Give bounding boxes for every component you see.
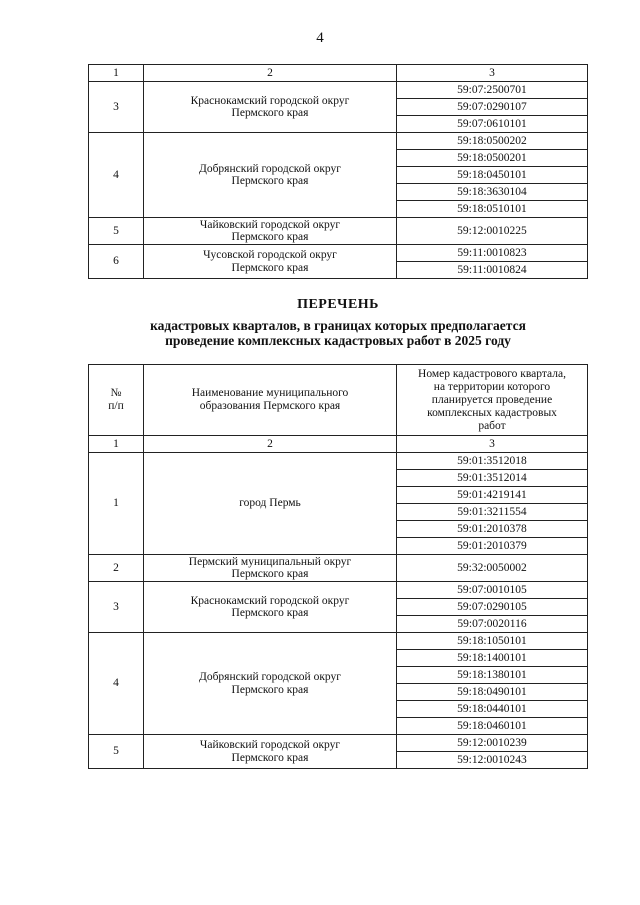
header-code-line: планируется проведение <box>431 393 553 406</box>
table-row <box>89 735 588 752</box>
header-name-line: Наименование муниципального <box>191 387 349 399</box>
subtitle-line-2: проведение комплексных кадастровых работ в 2025 году <box>165 333 511 348</box>
row-number: 4 <box>89 133 144 218</box>
municipality-name-line: Пермского края <box>231 107 309 119</box>
cadastral-number: 59:18:0460101 <box>397 718 588 735</box>
municipality-name-line: Пермского края <box>231 568 309 580</box>
header-code-line: комплексных кадастровых <box>427 406 557 419</box>
cadastral-number: 59:11:0010823 <box>397 245 588 262</box>
header-code-line: работ <box>478 419 506 432</box>
column-number: 1 <box>89 436 144 453</box>
header-code <box>397 365 588 436</box>
column-number: 1 <box>89 65 144 82</box>
cadastral-number: 59:18:1380101 <box>397 667 588 684</box>
column-number: 2 <box>144 436 397 453</box>
municipality-name-line: Пермского края <box>231 751 309 764</box>
row-number: 1 <box>89 453 144 555</box>
row-number: 6 <box>89 245 144 279</box>
cadastral-number: 59:18:1050101 <box>397 633 588 650</box>
municipality-name <box>144 633 397 735</box>
municipality-name <box>144 453 397 555</box>
table-row <box>89 82 588 99</box>
column-number: 3 <box>397 436 588 453</box>
cadastral-number: 59:07:0610101 <box>397 116 588 133</box>
row-number: 5 <box>89 735 144 769</box>
row-number: 3 <box>89 82 144 133</box>
cadastral-number: 59:01:3211554 <box>397 504 588 521</box>
municipality-name-line: Пермского края <box>231 175 309 187</box>
row-number: 3 <box>89 582 144 633</box>
cadastral-number: 59:07:0010105 <box>397 582 588 599</box>
municipality-name-line: Чайковский городской округ <box>199 218 341 231</box>
header-num-line: п/п <box>108 400 124 412</box>
cadastral-number: 59:12:0010225 <box>397 218 588 245</box>
table-row <box>89 582 588 599</box>
municipality-name-line: город Пермь <box>239 497 301 510</box>
page-number: 4 <box>316 30 324 46</box>
document-title: ПЕРЕЧЕНЬ <box>297 297 379 312</box>
municipality-name <box>144 218 397 245</box>
cadastral-number: 59:18:3630104 <box>397 184 588 201</box>
municipality-name-line: Добрянский городской округ <box>198 671 341 683</box>
cadastral-number: 59:18:1400101 <box>397 650 588 667</box>
table-row <box>89 218 588 245</box>
subtitle-line-1: кадастровых кварталов, в границах которых предполагается <box>150 318 526 333</box>
municipality-name <box>144 555 397 582</box>
column-number-row <box>89 436 588 453</box>
cadastral-number: 59:07:0290105 <box>397 599 588 616</box>
document-subtitle <box>88 318 588 348</box>
table2-body <box>89 365 588 769</box>
table-row <box>89 453 588 470</box>
cadastral-number: 59:07:0020116 <box>397 616 588 633</box>
cadastral-number: 59:18:0440101 <box>397 701 588 718</box>
cadastral-number: 59:01:4219141 <box>397 487 588 504</box>
municipality-name <box>144 735 397 769</box>
cadastral-number: 59:32:0050002 <box>397 555 588 582</box>
table-header-row <box>89 365 588 436</box>
municipality-name-line: Чайковский городской округ <box>199 739 341 751</box>
municipality-name-line: Чусовской городской округ <box>203 249 337 261</box>
cadastral-number: 59:18:0510101 <box>397 201 588 218</box>
cadastral-number: 59:01:2010379 <box>397 538 588 555</box>
column-number: 2 <box>144 65 397 82</box>
cadastral-number: 59:18:0500202 <box>397 133 588 150</box>
row-number: 5 <box>89 218 144 245</box>
table-continuation <box>88 64 588 279</box>
cadastral-number: 59:18:0500201 <box>397 150 588 167</box>
municipality-name-line: Пермского края <box>231 261 309 274</box>
cadastral-number: 59:01:2010378 <box>397 521 588 538</box>
header-name-line: образования Пермского края <box>199 400 341 412</box>
header-num <box>89 365 144 436</box>
table1-body <box>89 65 588 279</box>
cadastral-number: 59:18:0450101 <box>397 167 588 184</box>
table-row <box>89 555 588 582</box>
cadastral-number: 59:01:3512018 <box>397 453 588 470</box>
column-number: 3 <box>397 65 588 82</box>
municipality-name-line: Краснокамский городской округ <box>190 594 350 607</box>
header-code-line: Номер кадастрового квартала, <box>418 367 566 380</box>
table-row <box>89 133 588 150</box>
municipality-name <box>144 133 397 218</box>
cadastral-number: 59:07:2500701 <box>397 82 588 99</box>
cadastral-number: 59:18:0490101 <box>397 684 588 701</box>
header-name <box>144 365 397 436</box>
municipality-name <box>144 582 397 633</box>
municipality-name-line: Пермский муниципальный округ <box>188 555 352 568</box>
municipality-name <box>144 245 397 279</box>
column-number-row <box>89 65 588 82</box>
header-code-line: на территории которого <box>433 380 551 393</box>
row-number: 4 <box>89 633 144 735</box>
cadastral-number: 59:12:0010239 <box>397 735 588 752</box>
cadastral-number: 59:11:0010824 <box>397 262 588 279</box>
cadastral-number: 59:01:3512014 <box>397 470 588 487</box>
header-num-line: № <box>110 387 122 399</box>
municipality-name-line: Пермского края <box>231 231 309 243</box>
municipality-name <box>144 82 397 133</box>
municipality-name-line: Пермского края <box>231 607 309 619</box>
table-row <box>89 245 588 262</box>
municipality-name-line: Краснокамский городской округ <box>190 94 350 107</box>
cadastral-number: 59:12:0010243 <box>397 752 588 769</box>
table-row <box>89 633 588 650</box>
table-cadastral-quarters <box>88 364 588 769</box>
cadastral-number: 59:07:0290107 <box>397 99 588 116</box>
municipality-name-line: Пермского края <box>231 683 309 696</box>
row-number: 2 <box>89 555 144 582</box>
municipality-name-line: Добрянский городской округ <box>198 162 341 175</box>
